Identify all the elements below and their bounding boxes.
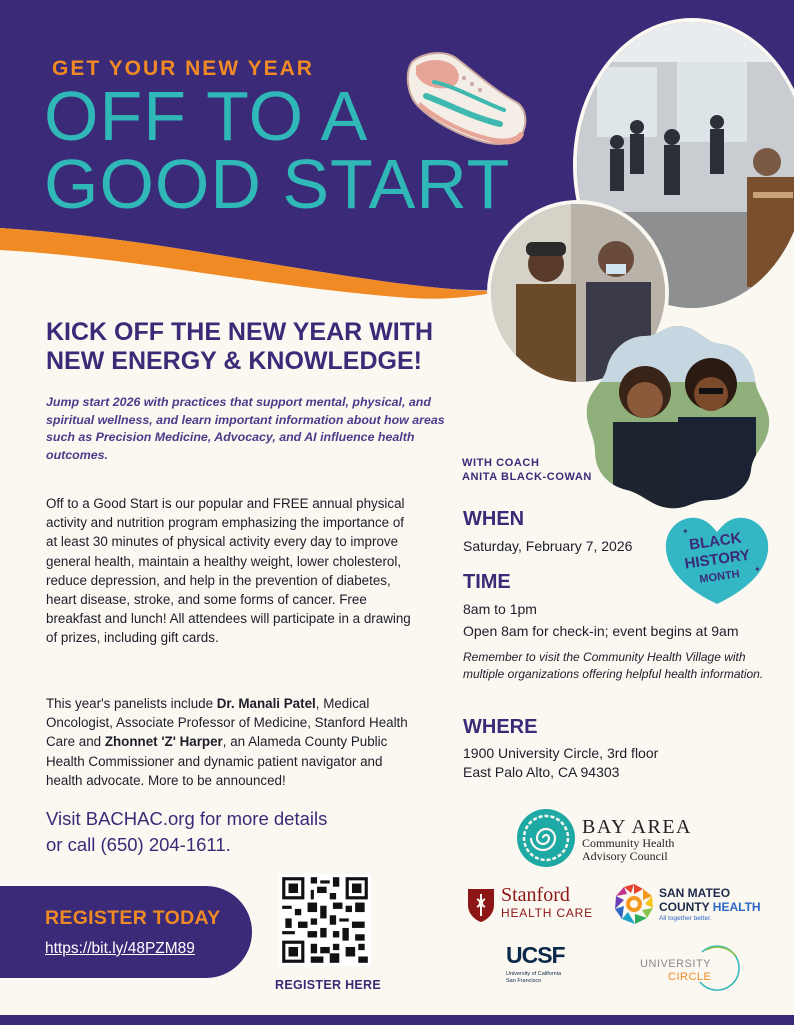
time-detail: Open 8am for check-in; event begins at 9am xyxy=(463,623,739,639)
where-line2: East Palo Alto, CA 94303 xyxy=(463,764,620,780)
where-heading: WHERE xyxy=(463,716,538,738)
ucsf-subtitle xyxy=(506,971,561,985)
panelists-intro: This year's panelists include xyxy=(46,696,217,711)
title-line-2: GOOD START xyxy=(44,145,511,223)
contact-info xyxy=(46,806,376,858)
register-link[interactable]: https://bit.ly/48PZM89 xyxy=(45,940,195,957)
panelists-paragraph xyxy=(46,694,418,790)
bachac-subtitle xyxy=(582,837,674,863)
san-mateo-county-health-logo-icon xyxy=(613,883,655,925)
program-description: Off to a Good Start is our popular and FREE annual physical activity and nutrition program emphasizing the importance of at least 30 minutes of physical activity every day to improve general health, maintain a healthy weight, lower cholesterol, reduce depression, and help in the prevention of diabetes, heart disease, stroke, and some forms of cancer. Free breakfast and lunch! All attendees will participate in a drawing of prizes, including gift cards. xyxy=(46,496,411,646)
contact-line1[interactable]: Visit BACHAC.org for more details xyxy=(46,808,328,829)
qr-code-icon[interactable] xyxy=(279,874,371,966)
bachac-subtitle-line2: Advisory Council xyxy=(582,849,668,863)
badge-line2: HISTORY xyxy=(683,546,752,573)
ucsf-subtitle-line1: University of California xyxy=(506,971,562,977)
coach-caption-line1: WITH COACH xyxy=(462,457,540,469)
subheadline xyxy=(46,318,476,376)
eyebrow-text: GET YOUR NEW YEAR xyxy=(52,57,314,80)
smc-name-county: COUNTY xyxy=(659,900,713,914)
badge-line1: BLACK xyxy=(688,529,743,554)
bottom-border xyxy=(0,1015,794,1025)
contact-line2[interactable]: or call (650) 204-1611. xyxy=(46,834,231,855)
svg-text:✦: ✦ xyxy=(754,565,761,574)
when-heading: WHEN xyxy=(463,508,525,530)
university-circle-subname: CIRCLE xyxy=(668,971,712,983)
sneaker-illustration xyxy=(404,44,528,148)
coach-photo xyxy=(583,322,773,512)
time-heading: TIME xyxy=(463,571,511,593)
svg-text:✦: ✦ xyxy=(682,527,689,536)
black-history-month-badge xyxy=(662,512,772,606)
badge-line3: MONTH xyxy=(698,568,741,586)
bachac-subtitle-line1: Community Health xyxy=(582,836,675,850)
qr-code-label: REGISTER HERE xyxy=(275,978,381,992)
coach-caption-line2: ANITA BLACK-COWAN xyxy=(462,471,592,483)
smc-name-line1: SAN MATEO xyxy=(659,886,731,900)
panelist-2-description: , an Alameda County Public Health Commissioner and dynamic patient navigator and health advocate. More to be announced! xyxy=(46,734,388,788)
stanford-shield-icon xyxy=(466,887,496,923)
register-banner xyxy=(0,886,252,978)
subheadline-line1: KICK OFF THE NEW YEAR WITH xyxy=(46,318,434,346)
coach-caption xyxy=(462,456,592,484)
panelist-1-description: , Medical Oncologist, Associate Professor of Medicine, Stanford Health Care and xyxy=(46,696,408,750)
stanford-name: Stanford xyxy=(501,884,570,906)
panelist-2-name: Zhonnet 'Z' Harper xyxy=(104,734,223,750)
ucsf-subtitle-line2: San Francisco xyxy=(506,978,542,984)
register-title: REGISTER TODAY xyxy=(45,907,221,929)
health-village-note: Remember to visit the Community Health Village with multiple organizations offering helpful health information. xyxy=(463,650,764,681)
smc-name xyxy=(659,886,761,914)
smc-tagline: All together better. xyxy=(659,915,712,922)
panelist-1-name: Dr. Manali Patel xyxy=(216,696,316,711)
university-circle-name: UNIVERSITY xyxy=(640,958,712,970)
where-line1: 1900 University Circle, 3rd floor xyxy=(463,745,659,761)
when-value: Saturday, February 7, 2026 xyxy=(463,538,633,554)
smc-name-line2 xyxy=(659,900,761,914)
title-line-1: OFF TO A xyxy=(44,77,369,155)
subheadline-line2: NEW ENERGY & KNOWLEDGE! xyxy=(46,347,422,375)
smc-name-health: HEALTH xyxy=(712,900,761,914)
intro-paragraph: Jump start 2026 with practices that support mental, physical, and spiritual wellness, and learn important information about how areas such as Precision Medicine, Advocacy, and AI influence health outcomes. xyxy=(46,395,445,462)
ucsf-logo: UCSF xyxy=(506,942,565,968)
bachac-logo-icon xyxy=(516,808,576,868)
time-value: 8am to 1pm xyxy=(463,601,537,617)
bachac-name: BAY AREA xyxy=(582,816,692,838)
stanford-subtitle: HEALTH CARE xyxy=(501,906,593,920)
